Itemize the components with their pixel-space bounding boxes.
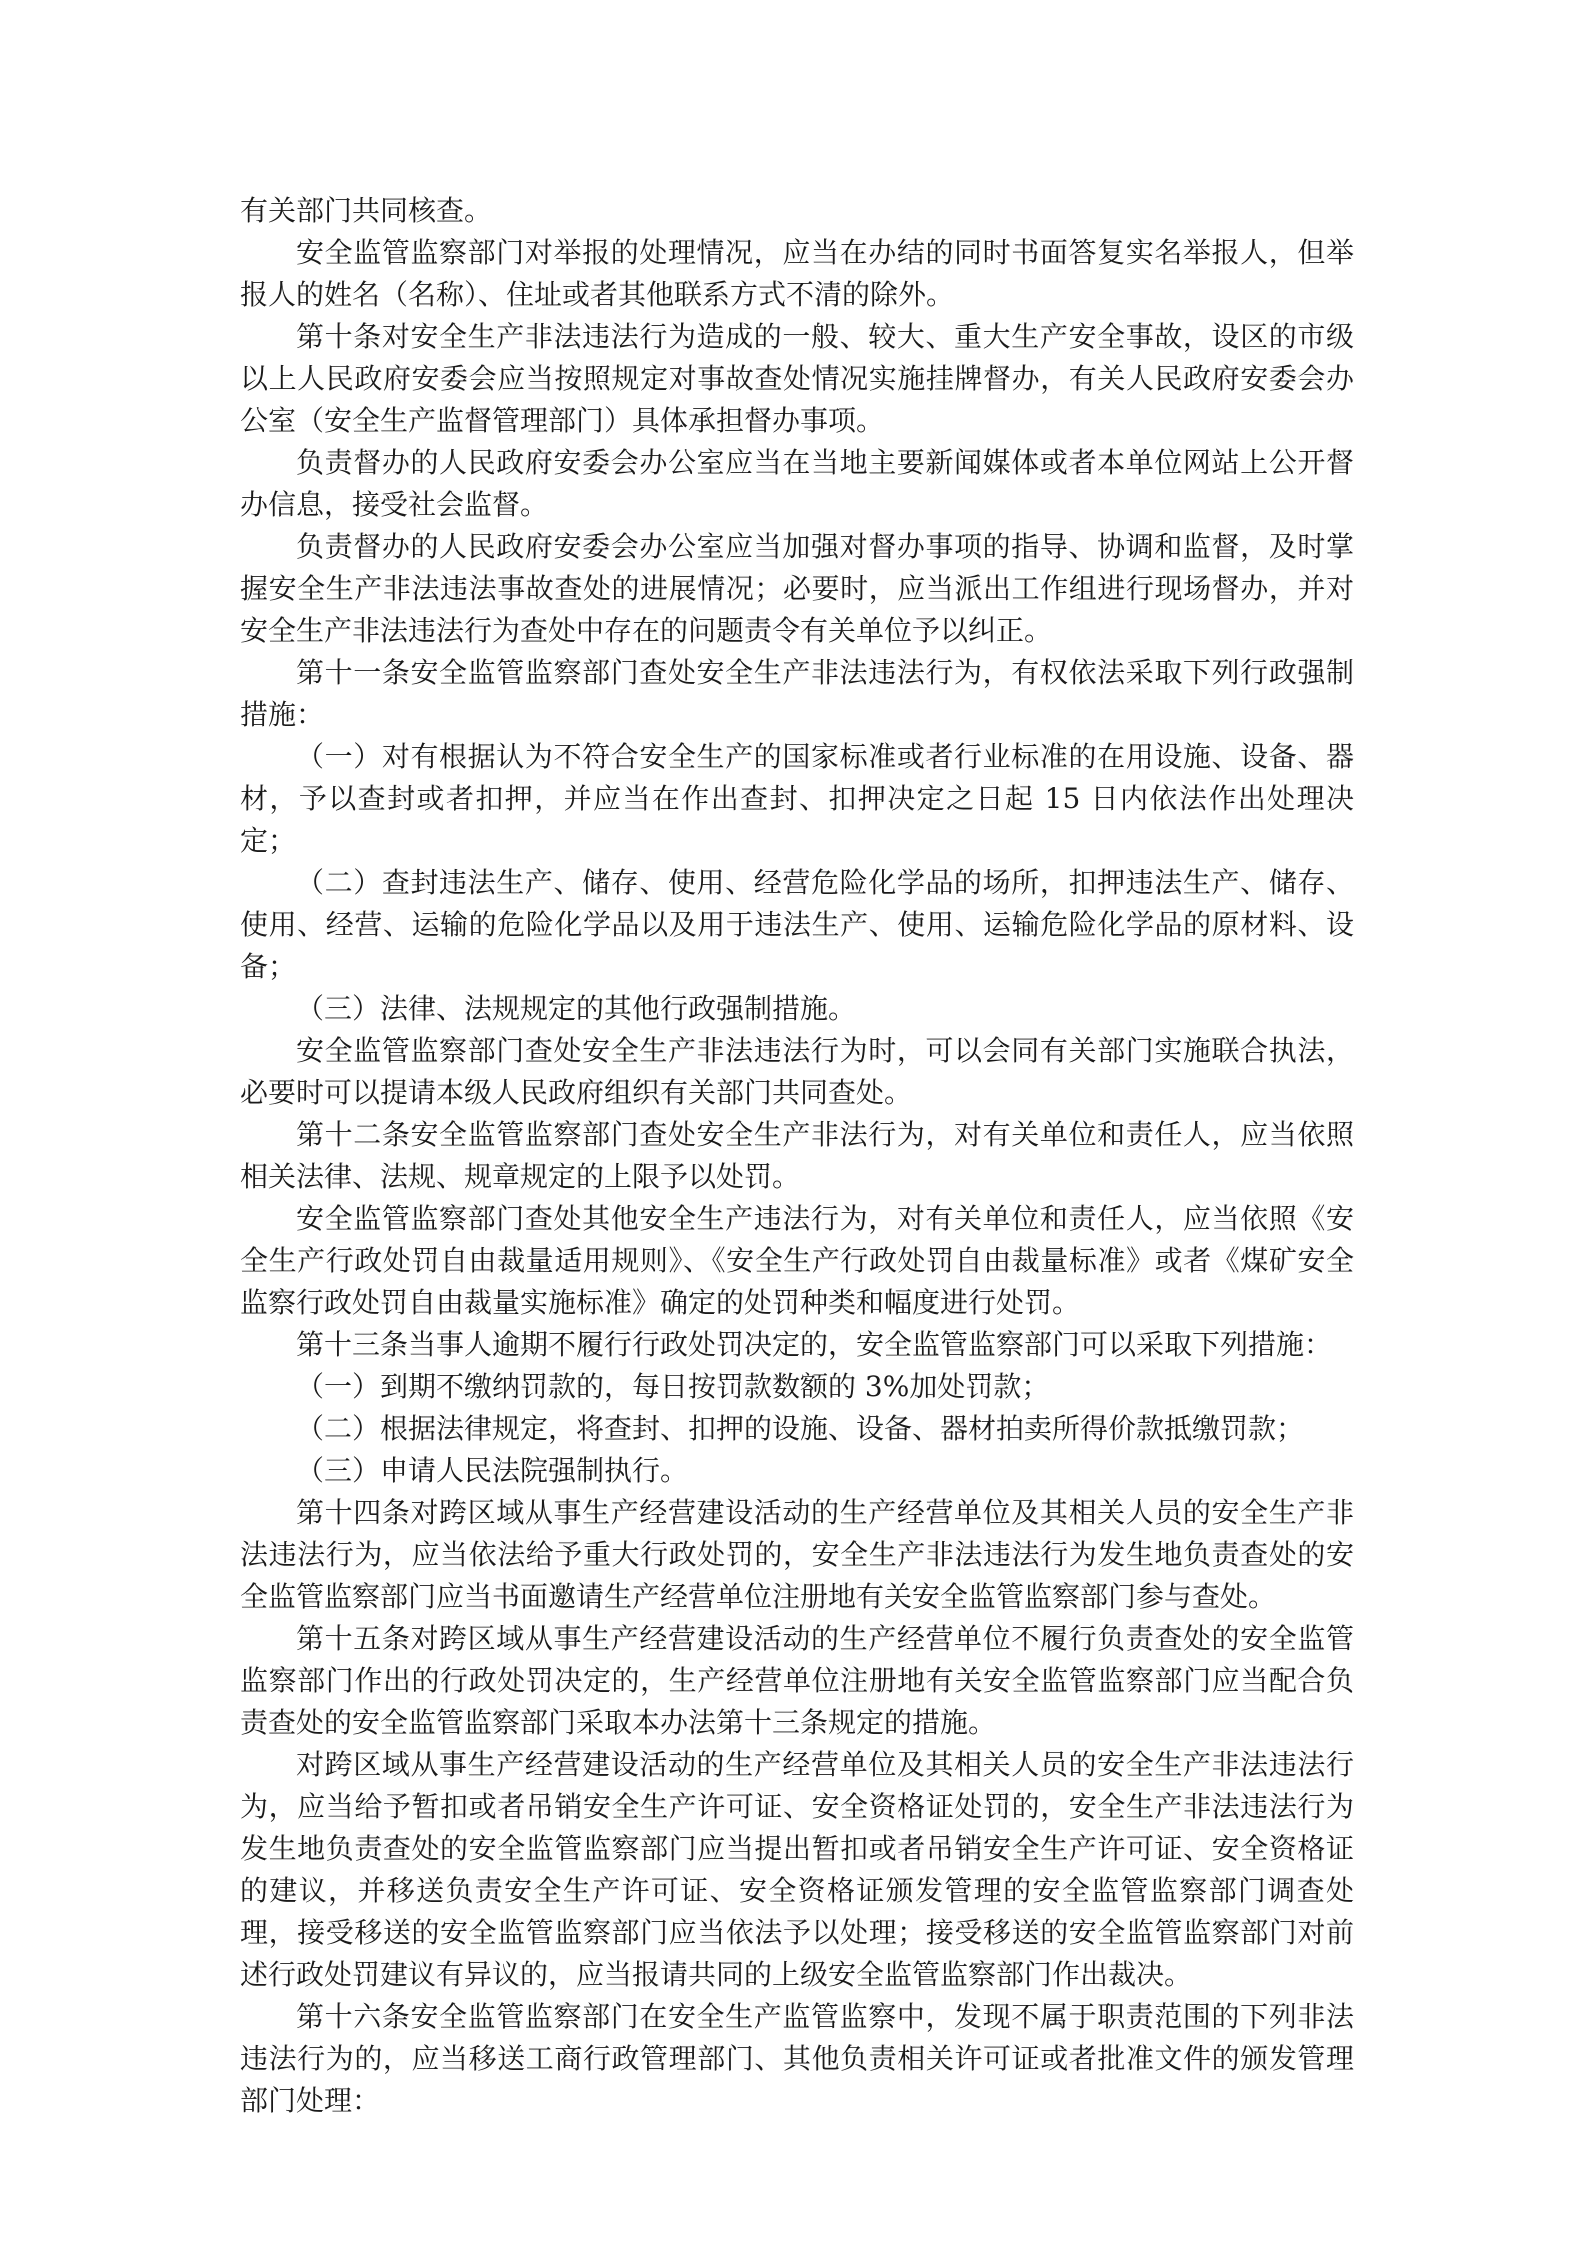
paragraph: 有关部门共同核查。 bbox=[240, 194, 493, 227]
paragraph: 第十六条安全监管监察部门在安全生产监管监察中，发现不属于职责范围的下列非法违法行为的，应当移送工商行政管理部门、其他负责相关许可证或者批准文件的颁发管理部门处理： bbox=[240, 2000, 1354, 2117]
paragraph: 第十四条对跨区域从事生产经营建设活动的生产经营单位及其相关人员的安全生产非法违法行为，应当依法给予重大行政处罚的，安全生产非法违法行为发生地负责查处的安全监管监察部门应当书面邀请生产经营单位注册地有关安全监管监察部门参与查处。 bbox=[240, 1496, 1354, 1613]
paragraph: （二）查封违法生产、储存、使用、经营危险化学品的场所，扣押违法生产、储存、使用、经营、运输的危险化学品以及用于违法生产、使用、运输危险化学品的原材料、设备； bbox=[240, 866, 1354, 983]
paragraph: 安全监管监察部门查处安全生产非法违法行为时，可以会同有关部门实施联合执法，必要时可以提请本级人民政府组织有关部门共同查处。 bbox=[240, 1034, 1354, 1109]
paragraph: 负责督办的人民政府安委会办公室应当在当地主要新闻媒体或者本单位网站上公开督办信息，接受社会监督。 bbox=[240, 446, 1354, 521]
paragraph: 负责督办的人民政府安委会办公室应当加强对督办事项的指导、协调和监督，及时掌握安全生产非法违法事故查处的进展情况；必要时，应当派出工作组进行现场督办，并对安全生产非法违法行为查处中存在的问题责令有关单位予以纠正。 bbox=[240, 530, 1354, 647]
paragraph: 对跨区域从事生产经营建设活动的生产经营单位及其相关人员的安全生产非法违法行为，应当给予暂扣或者吊销安全生产许可证、安全资格证处罚的，安全生产非法违法行为发生地负责查处的安全监管监察部门应当提出暂扣或者吊销安全生产许可证、安全资格证的建议，并移送负责安全生产许可证、安全资格证颁发管理的安全监管监察部门调查处理，接受移送的安全监管监察部门应当依法予以处理；接受移送的安全监管监察部门对前述行政处罚建议有异议的，应当报请共同的上级安全监管监察部门作出裁决。 bbox=[240, 1748, 1354, 1991]
paragraph: （一）对有根据认为不符合安全生产的国家标准或者行业标准的在用设施、设备、器材，予以查封或者扣押，并应当在作出查封、扣押决定之日起 15 日内依法作出处理决定； bbox=[240, 740, 1354, 857]
paragraph: 第十五条对跨区域从事生产经营建设活动的生产经营单位不履行负责查处的安全监管监察部门作出的行政处罚决定的，生产经营单位注册地有关安全监管监察部门应当配合负责查处的安全监管监察部门采取本办法第十三条规定的措施。 bbox=[240, 1622, 1354, 1739]
document-body bbox=[240, 190, 1354, 2122]
paragraph: 第十条对安全生产非法违法行为造成的一般、较大、重大生产安全事故，设区的市级以上人民政府安委会应当按照规定对事故查处情况实施挂牌督办，有关人民政府安委会办公室（安全生产监督管理部门）具体承担督办事项。 bbox=[240, 320, 1354, 437]
paragraph: （三）法律、法规规定的其他行政强制措施。 bbox=[296, 992, 857, 1025]
paragraph: （三）申请人民法院强制执行。 bbox=[296, 1454, 689, 1487]
paragraph: 第十二条安全监管监察部门查处安全生产非法行为，对有关单位和责任人，应当依照相关法律、法规、规章规定的上限予以处罚。 bbox=[240, 1118, 1354, 1193]
paragraph: 第十三条当事人逾期不履行行政处罚决定的，安全监管监察部门可以采取下列措施： bbox=[296, 1328, 1333, 1361]
paragraph: 安全监管监察部门对举报的处理情况，应当在办结的同时书面答复实名举报人，但举报人的姓名（名称）、住址或者其他联系方式不清的除外。 bbox=[240, 236, 1354, 311]
paragraph: 第十一条安全监管监察部门查处安全生产非法违法行为，有权依法采取下列行政强制措施： bbox=[240, 656, 1354, 731]
paragraph: （一）到期不缴纳罚款的，每日按罚款数额的 3%加处罚款； bbox=[296, 1370, 1050, 1403]
paragraph: （二）根据法律规定，将查封、扣押的设施、设备、器材拍卖所得价款抵缴罚款； bbox=[296, 1412, 1305, 1445]
paragraph: 安全监管监察部门查处其他安全生产违法行为，对有关单位和责任人，应当依照《安全生产行政处罚自由裁量适用规则》、《安全生产行政处罚自由裁量标准》或者《煤矿安全监察行政处罚自由裁量实施标准》确定的处罚种类和幅度进行处罚。 bbox=[240, 1202, 1354, 1319]
